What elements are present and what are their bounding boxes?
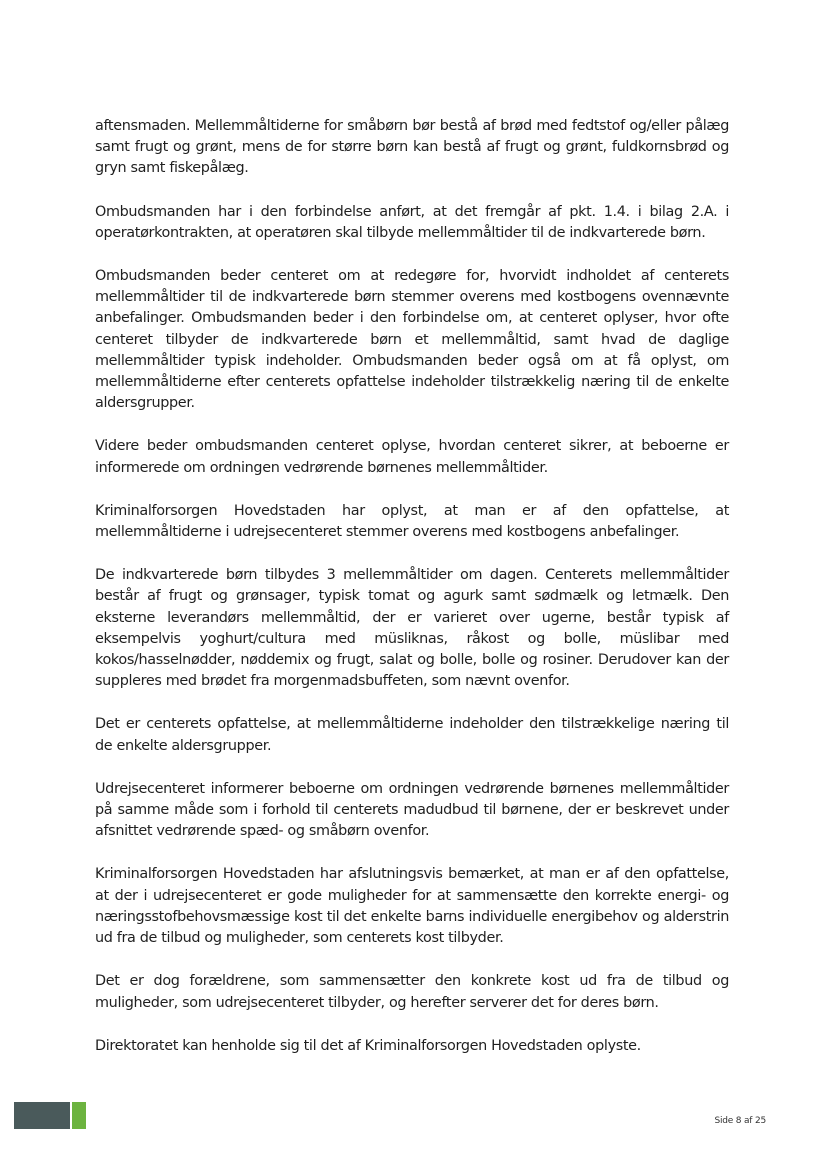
paragraph: Videre beder ombudsmanden centeret oplyse, hvordan centeret sikrer, at beboerne er informerede om ordningen vedrørende børnenes mellemmåltider. — [95, 438, 729, 476]
paragraph: Kriminalforsorgen Hovedstaden har oplyst, at man er af den opfattelse, at mellemmåltiderne i udrejsecenteret stemmer overens med kostbogens anbefalinger. — [95, 502, 729, 541]
paragraph: Ombudsmanden beder centeret om at redegøre for, hvorvidt indholdet af centerets mellemmåltider til de indkvarterede børn stemmer overens med kostbogens ovennævnte anbefalinger. Ombudsmanden beder i den forbindelse om, at centeret oplyser, hvor ofte centeret tilbyder de indkvarterede børn et mellemmåltid, samt hvad de daglige mellemmåltider typisk indeholder. Ombudsmanden beder også om at få oplyst, om mellemmåltiderne efter centerets opfattelse indeholder tilstrækkelig næring til de enkelte aldersgrupper. — [95, 268, 729, 412]
paragraph: Det er dog forældrene, som sammensætter den konkrete kost ud fra de tilbud og muligheder, som udrejsecenteret tilbyder, og herefter serverer det for deres børn. — [95, 973, 729, 1011]
document-body — [95, 116, 729, 1079]
page-number: Side 8 af 25 — [714, 1116, 766, 1126]
paragraph: Det er centerets opfattelse, at mellemmåltiderne indeholder den tilstrækkelige næring til de enkelte aldersgrupper. — [95, 716, 729, 754]
paragraph: Ombudsmanden har i den forbindelse anført, at det fremgår af pkt. 1.4. i bilag 2.A. i operatørkontrakten, at operatøren skal tilbyde mellemmåltider til de indkvarterede børn. — [95, 203, 729, 241]
paragraph: De indkvarterede børn tilbydes 3 mellemmåltider om dagen. Centerets mellemmåltider består af frugt og grønsager, typisk tomat og agurk samt sødmælk og letmælk. Den eksterne leverandørs mellemmåltid, der er varieret over ugerne, består typisk af eksempelvis yoghurt/cultura med müsliknas, råkost og bolle, müslibar med kokos/hasselnødder, nøddemix og frugt, salat og bolle, bolle og rosiner. Derudover kan der suppleres med brødet fra morgenmadsbuffeten, som nævnt ovenfor. — [95, 567, 729, 690]
footer-logo-green-block — [72, 1102, 86, 1129]
paragraph: Kriminalforsorgen Hovedstaden har afslutningsvis bemærket, at man er af den opfattelse, at der i udrejsecenteret er gode muligheder for at sammensætte den korrekte energi- og næringsstofbehovsmæssige kost til det enkelte barns individuelle energibehov og alderstrin ud fra de tilbud og muligheder, som centerets kost tilbyder. — [95, 866, 729, 947]
footer-logo-dark-block — [14, 1102, 70, 1129]
paragraph: Direktoratet kan henholde sig til det af Kriminalforsorgen Hovedstaden oplyste. — [95, 1037, 641, 1054]
paragraph: aftensmaden. Mellemmåltiderne for småbørn bør bestå af brød med fedtstof og/eller pålæg samt frugt og grønt, mens de for større børn kan bestå af frugt og grønt, fuldkornsbrød og gryn samt fiskepålæg. — [95, 118, 729, 177]
paragraph: Udrejsecenteret informerer beboerne om ordningen vedrørende børnenes mellemmåltider på samme måde som i forhold til centerets madudbud til børnene, der er beskrevet under afsnittet vedrørende spæd- og småbørn ovenfor. — [95, 780, 729, 840]
